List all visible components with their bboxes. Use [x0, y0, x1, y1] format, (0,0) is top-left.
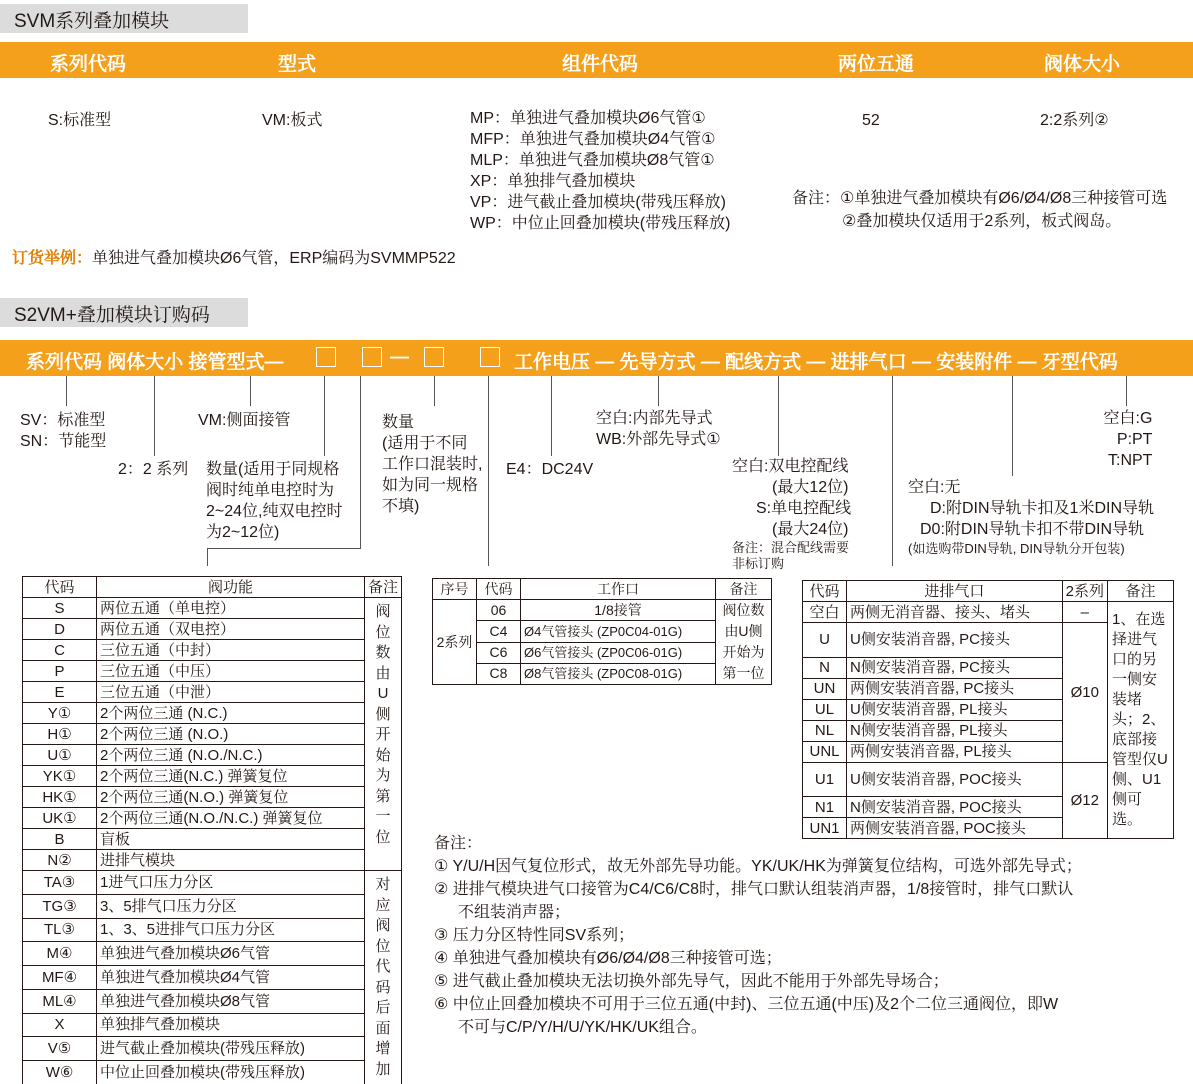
wiring-line: (最大24位): [772, 521, 849, 538]
table-header: 代码: [23, 577, 97, 598]
table-row: [23, 661, 402, 682]
table-cell: UN: [803, 678, 847, 699]
table-cell: U侧安装消音器, PC接头: [847, 623, 1063, 658]
note-line: ① Y/U/H因气复位形式，故无外部先导功能。YK/UK/HK为弹簧复位结构，可选外部先导式；: [434, 858, 1082, 875]
mount-line: D0:附DIN导轨卡扣不带DIN导轨: [920, 521, 1145, 538]
table-cell: C6: [477, 642, 521, 663]
connector-line: [1126, 376, 1127, 406]
series-value: S:标准型: [48, 112, 112, 129]
thread-description: [1086, 408, 1152, 471]
table-cell: 单独排气叠加模块: [97, 1013, 365, 1037]
table-cell: 两侧安装消音器, PC接头: [847, 678, 1063, 699]
header-type: 型式: [278, 54, 317, 75]
table-cell: TA③: [23, 871, 97, 895]
body-size: 2：2 系列: [118, 461, 189, 478]
table-cell: C8: [477, 663, 521, 684]
notes-block: [434, 832, 1184, 1039]
wiring-line: 空白:双电控配线: [732, 458, 849, 475]
pilot-description: [596, 408, 721, 450]
table-row: [23, 942, 402, 966]
table-cell: 2个两位三通(N.O./N.C.) 弹簧复位: [97, 808, 365, 829]
order-bar-right: 工作电压 — 先导方式 — 配线方式 — 进排气口 — 安装附件 — 牙型代码: [514, 352, 1118, 373]
order-bar-dash: —: [390, 347, 409, 368]
notes-title: 备注：: [434, 835, 483, 852]
thread-line: P:PT: [1116, 431, 1153, 448]
table-row: [23, 808, 402, 829]
table-cell: 两位五通（单电控）: [97, 598, 365, 619]
table-cell: ML④: [23, 989, 97, 1013]
table-header: 工作口: [521, 579, 716, 600]
table-cell: U侧安装消音器, PL接头: [847, 699, 1063, 720]
table-cell: N侧安装消音器, PC接头: [847, 657, 1063, 678]
header-two-five: 两位五通: [838, 54, 915, 75]
table-cell: 2个两位三通(N.O.) 弹簧复位: [97, 787, 365, 808]
connector-line: [1012, 376, 1013, 476]
table-cell: 单独进气叠加模块Ø4气管: [97, 966, 365, 990]
order-example-label: 订货举例：: [12, 250, 93, 267]
wiring-line: (最大12位): [772, 479, 849, 496]
order-example-text: 单独进气叠加模块Ø6气管，ERP编码为SVMMP522: [92, 250, 456, 267]
component-item: MFP：单独进气叠加模块Ø4气管①: [470, 131, 716, 148]
table-cell: Ø10: [1062, 623, 1107, 763]
qty-line: 为2~12位): [206, 524, 280, 541]
exhaust-note: 1、在选择进气口的另一侧安装堵头；2、底部接管型仅U侧、U1侧可选。: [1108, 602, 1174, 839]
table-row: [23, 1013, 402, 1037]
table-cell: 中位止回叠加模块(带残压释放): [97, 1061, 365, 1084]
body-size-value: 2:2系列②: [1040, 112, 1109, 129]
table-cell: S: [23, 598, 97, 619]
connector-line: [778, 376, 779, 456]
table-cell: C4: [477, 621, 521, 642]
table-row: [803, 602, 1174, 623]
table-row: [23, 989, 402, 1013]
table-cell: U: [803, 623, 847, 658]
table-header-row: [23, 577, 402, 598]
table-cell: C: [23, 640, 97, 661]
table-cell: 两侧安装消音器, PL接头: [847, 741, 1063, 762]
table-cell: 1、3、5进排气口压力分区: [97, 918, 365, 942]
component-item: XP：单独排气叠加模块: [470, 173, 636, 190]
two-five-value: 52: [862, 112, 880, 129]
table-row: [23, 787, 402, 808]
connector-line: [488, 376, 489, 566]
table-cell: U1: [803, 762, 847, 797]
table-cell: B: [23, 829, 97, 850]
note-line: ③ 压力分区特性同SV系列；: [434, 927, 635, 944]
table-row: [23, 724, 402, 745]
table-cell: 空白: [803, 602, 847, 623]
note-line: ② 进排气模块进气口接管为C4/C6/C8时，排气口默认组装消声器，1/8接管时，排气口默认: [434, 881, 1074, 898]
mix-line: 工作口混装时,: [382, 456, 483, 473]
section2-order-bar: [0, 340, 1193, 376]
table-row: [23, 829, 402, 850]
table-cell: 两位五通（双电控）: [97, 619, 365, 640]
table-cell: 06: [477, 600, 521, 621]
table-header: 序号: [433, 579, 477, 600]
table-row: [23, 918, 402, 942]
table-cell: E: [23, 682, 97, 703]
table-cell: TL③: [23, 918, 97, 942]
table-cell: 盲板: [97, 829, 365, 850]
table-header: 备注: [1108, 581, 1174, 602]
table-cell: TG③: [23, 894, 97, 918]
table-cell: 两侧无消音器、接头、堵头: [847, 602, 1063, 623]
table-header: 备注: [716, 579, 772, 600]
table-row: [23, 682, 402, 703]
table-cell: 两侧安装消音器, POC接头: [847, 818, 1063, 839]
table-cell: U侧安装消音器, POC接头: [847, 762, 1063, 797]
table-header: 2系列: [1062, 581, 1107, 602]
table-cell: W⑥: [23, 1061, 97, 1084]
series-sn: SN：节能型: [20, 433, 107, 450]
valve-note-b: 对应阀位代码后面增加: [364, 871, 401, 1084]
connector-line: [434, 376, 435, 406]
table-row: [23, 619, 402, 640]
order-bar-left: 系列代码 阀体大小 接管型式—: [26, 352, 284, 373]
pilot-line: 空白:内部先导式: [596, 410, 713, 427]
table-cell: 单独进气叠加模块Ø6气管: [97, 942, 365, 966]
table-row: [23, 703, 402, 724]
table-cell: 3、5排气口压力分区: [97, 894, 365, 918]
table-cell: 2个两位三通(N.C.) 弹簧复位: [97, 766, 365, 787]
table-cell: H①: [23, 724, 97, 745]
component-item: MP：单独进气叠加模块Ø6气管①: [470, 110, 706, 127]
table-cell: N②: [23, 850, 97, 871]
wiring-description: [732, 456, 851, 572]
table-cell: NL: [803, 720, 847, 741]
table-row: [23, 598, 402, 619]
mix-line: 数量: [382, 414, 415, 431]
note-line: ⑥ 中位止回叠加模块不可用于三位五通(中封)、三位五通(中压)及2个二位三通阀位，即W: [434, 996, 1059, 1013]
mount-line: (如选购带DIN导轨, DIN导轨分开包装): [908, 541, 1125, 556]
connector-line: [892, 376, 893, 566]
qty-box: [316, 347, 336, 367]
component-item: VP：进气截止叠加模块(带残压释放): [470, 194, 727, 211]
table-cell: UL: [803, 699, 847, 720]
table-cell: MF④: [23, 966, 97, 990]
table-cell: N: [803, 657, 847, 678]
table-cell: 三位五通（中泄）: [97, 682, 365, 703]
valve-note-a: 阀位数由U侧开始为第一位: [364, 598, 401, 871]
section1-title: SVM系列叠加模块: [0, 4, 248, 33]
table-row: [23, 966, 402, 990]
note-line: 不组装消声器；: [458, 904, 571, 921]
table-cell: Ø6气管接头 (ZP0C06-01G): [521, 642, 716, 663]
table-cell: 1/8接管: [521, 600, 716, 621]
table-cell: 2个两位三通 (N.O./N.C.): [97, 745, 365, 766]
mix-line: 不填): [382, 498, 420, 515]
connector-line: [658, 376, 659, 406]
mix-line: (适用于不同: [382, 435, 468, 452]
table-cell: N侧安装消音器, PL接头: [847, 720, 1063, 741]
table-row: [23, 745, 402, 766]
component-list: [470, 108, 730, 234]
mix-qty-box: [362, 347, 382, 367]
note-line: ⑤ 进气截止叠加模块无法切换外部先导气，因此不能用于外部先导场合；: [434, 973, 949, 990]
connector-line: [154, 376, 155, 456]
table-cell: UN1: [803, 818, 847, 839]
table-cell: X: [23, 1013, 97, 1037]
thread-line: 空白:G: [1103, 410, 1153, 427]
table-row: [433, 600, 772, 621]
wiring-note: 备注：混合配线需要: [732, 540, 850, 555]
thread-line: T:NPT: [1108, 452, 1153, 469]
table-cell: 三位五通（中压）: [97, 661, 365, 682]
table-row: [23, 1061, 402, 1084]
component-item: WP：中位止回叠加模块(带残压释放): [470, 215, 731, 232]
connector-line: [207, 548, 208, 566]
order-example: [12, 248, 456, 269]
table-header: 进排气口: [847, 581, 1063, 602]
table-header: 阀功能: [97, 577, 365, 598]
table-row: [23, 766, 402, 787]
port-note: 阀位数由U侧开始为第一位: [716, 600, 772, 685]
table-cell: 三位五通（中封）: [97, 640, 365, 661]
mount-line: D:附DIN导轨卡扣及1米DIN导轨: [930, 500, 1155, 517]
table-cell: UNL: [803, 741, 847, 762]
table-cell: N侧安装消音器, POC接头: [847, 797, 1063, 818]
voltage: E4：DC24V: [506, 461, 594, 478]
table-cell: YK①: [23, 766, 97, 787]
type-value: VM:板式: [262, 112, 323, 129]
table-cell: 进排气模块: [97, 850, 365, 871]
table-cell: 2个两位三通 (N.C.): [97, 703, 365, 724]
table-cell: D: [23, 619, 97, 640]
component-item: MLP：单独进气叠加模块Ø8气管①: [470, 152, 715, 169]
table-cell: –: [1062, 602, 1107, 623]
table-cell: 进气截止叠加模块(带残压释放): [97, 1037, 365, 1061]
header-component: 组件代码: [562, 54, 639, 75]
section2-title: S2VM+叠加模块订购码: [0, 298, 248, 327]
port-box: [424, 347, 444, 367]
table-header-row: [803, 581, 1174, 602]
table-header: 备注: [364, 577, 401, 598]
mix-line: 如为同一规格: [382, 477, 479, 494]
note-line: ④ 单独进气叠加模块有Ø6/Ø4/Ø8三种接管可选；: [434, 950, 782, 967]
connector-line: [250, 376, 251, 406]
qty-line: 阀时纯单电控时为: [206, 482, 335, 499]
wiring-note: 非标订购: [732, 556, 785, 571]
table-header-row: [433, 579, 772, 600]
section1-header-bar: [0, 42, 1193, 78]
section1-note-1: 备注：①单独进气叠加模块有Ø6/Ø4/Ø8三种接管可选: [792, 190, 1168, 207]
connector-line: [360, 376, 361, 548]
table-cell: Ø12: [1062, 762, 1107, 839]
table-row: [23, 640, 402, 661]
mount-description: [908, 477, 1154, 558]
connector-line: [66, 376, 67, 406]
pilot-line: WB:外部先导式①: [596, 431, 721, 448]
table-cell: HK①: [23, 787, 97, 808]
connector-line: [551, 376, 552, 456]
mix-qty-description: [382, 412, 482, 517]
work-port-table: [432, 578, 772, 685]
table-cell: Ø8气管接头 (ZP0C08-01G): [521, 663, 716, 684]
table-cell: N1: [803, 797, 847, 818]
table-cell: 2个两位三通 (N.O.): [97, 724, 365, 745]
table-cell: Ø4气管接头 (ZP0C04-01G): [521, 621, 716, 642]
exhaust-port-table: [802, 580, 1174, 839]
table-cell: M④: [23, 942, 97, 966]
table-cell: V⑤: [23, 1037, 97, 1061]
valve-function-table: [22, 576, 402, 1084]
note-line: 不可与C/P/Y/H/U/YK/HK/UK组合。: [458, 1019, 707, 1036]
qty-line: 2~24位,纯双电控时: [206, 503, 343, 520]
connector-line: [324, 376, 325, 456]
table-cell: P: [23, 661, 97, 682]
mount-line: 空白:无: [908, 479, 961, 496]
connector-line: [207, 548, 361, 549]
pipe-type: VM:侧面接管: [198, 412, 291, 429]
table-row: [23, 871, 402, 895]
qty-line: 数量(适用于同规格: [206, 461, 340, 478]
table-cell: 单独进气叠加模块Ø8气管: [97, 989, 365, 1013]
table-row: [23, 850, 402, 871]
table-cell: U①: [23, 745, 97, 766]
wiring-line: S:单电控配线: [756, 500, 852, 517]
section1-note-2: ②叠加模块仅适用于2系列，板式阀岛。: [842, 213, 1122, 230]
table-row: [23, 1037, 402, 1061]
series-sv: SV：标准型: [20, 412, 106, 429]
table-header: 代码: [477, 579, 521, 600]
table-cell: 1进气口压力分区: [97, 871, 365, 895]
table-cell: 2系列: [433, 600, 477, 685]
header-series: 系列代码: [50, 54, 127, 75]
table-cell: UK①: [23, 808, 97, 829]
table-cell: Y①: [23, 703, 97, 724]
header-body-size: 阀体大小: [1044, 54, 1121, 75]
qty-description: [206, 459, 343, 543]
table-row: [23, 894, 402, 918]
port2-box: [480, 347, 500, 367]
table-header: 代码: [803, 581, 847, 602]
